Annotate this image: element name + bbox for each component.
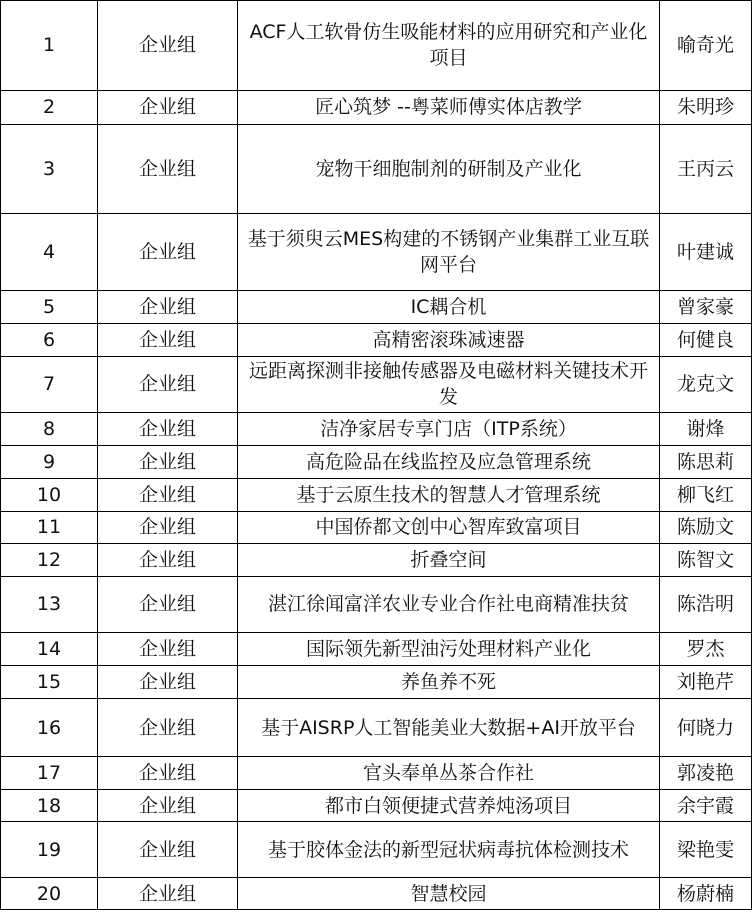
row-person-name: 余宇霞 bbox=[660, 789, 752, 822]
row-group: 企业组 bbox=[98, 125, 238, 214]
row-number: 19 bbox=[1, 822, 98, 878]
row-group: 企业组 bbox=[98, 699, 238, 757]
table-row bbox=[1, 757, 752, 790]
table-row bbox=[1, 478, 752, 511]
row-project-title: IC耦合机 bbox=[238, 291, 660, 324]
table-row bbox=[1, 412, 752, 446]
row-person-name: 喻奇光 bbox=[660, 1, 752, 91]
row-group: 企业组 bbox=[98, 789, 238, 822]
row-group: 企业组 bbox=[98, 356, 238, 412]
table-row bbox=[1, 324, 752, 357]
row-group: 企业组 bbox=[98, 446, 238, 479]
row-person-name: 陈思莉 bbox=[660, 446, 752, 479]
row-group: 企业组 bbox=[98, 757, 238, 790]
row-group: 企业组 bbox=[98, 822, 238, 878]
row-project-title: 养鱼养不死 bbox=[238, 666, 660, 699]
row-number: 17 bbox=[1, 757, 98, 790]
row-person-name: 陈浩明 bbox=[660, 576, 752, 632]
row-project-title: 基于胶体金法的新型冠状病毒抗体检测技术 bbox=[238, 822, 660, 878]
row-group: 企业组 bbox=[98, 213, 238, 290]
row-group: 企业组 bbox=[98, 632, 238, 666]
row-project-title: 中国侨都文创中心智库致富项目 bbox=[238, 511, 660, 544]
table-body bbox=[1, 1, 752, 910]
row-number: 14 bbox=[1, 632, 98, 666]
row-project-title: 官头奉单丛茶合作社 bbox=[238, 757, 660, 790]
table-row bbox=[1, 544, 752, 577]
row-project-title: 高精密滚珠减速器 bbox=[238, 324, 660, 357]
table-row bbox=[1, 446, 752, 479]
row-project-title: 匠心筑梦 --粤菜师傅实体店教学 bbox=[238, 90, 660, 125]
row-group: 企业组 bbox=[98, 511, 238, 544]
row-person-name: 郭凌艳 bbox=[660, 757, 752, 790]
row-project-title: 基于AISRP人工智能美业大数据+AI开放平台 bbox=[238, 699, 660, 757]
row-group: 企业组 bbox=[98, 544, 238, 577]
row-number: 16 bbox=[1, 699, 98, 757]
row-number: 7 bbox=[1, 356, 98, 412]
table-row bbox=[1, 878, 752, 910]
row-person-name: 陈智文 bbox=[660, 544, 752, 577]
row-number: 8 bbox=[1, 412, 98, 446]
row-person-name: 何晓力 bbox=[660, 699, 752, 757]
row-number: 3 bbox=[1, 125, 98, 214]
row-number: 10 bbox=[1, 478, 98, 511]
row-number: 20 bbox=[1, 878, 98, 910]
row-number: 2 bbox=[1, 90, 98, 125]
row-project-title: 湛江徐闻富洋农业专业合作社电商精准扶贫 bbox=[238, 576, 660, 632]
row-project-title: 折叠空间 bbox=[238, 544, 660, 577]
row-number: 13 bbox=[1, 576, 98, 632]
row-project-title: 远距离探测非接触传感器及电磁材料关键技术开发 bbox=[238, 356, 660, 412]
row-group: 企业组 bbox=[98, 291, 238, 324]
row-group: 企业组 bbox=[98, 878, 238, 910]
row-project-title: 都市白领便捷式营养炖汤项目 bbox=[238, 789, 660, 822]
row-number: 4 bbox=[1, 213, 98, 290]
table-row bbox=[1, 125, 752, 214]
row-person-name: 梁艳雯 bbox=[660, 822, 752, 878]
row-number: 18 bbox=[1, 789, 98, 822]
table-row bbox=[1, 511, 752, 544]
table-row bbox=[1, 699, 752, 757]
table-row bbox=[1, 1, 752, 91]
row-person-name: 朱明珍 bbox=[660, 90, 752, 125]
row-group: 企业组 bbox=[98, 90, 238, 125]
row-number: 6 bbox=[1, 324, 98, 357]
table-row bbox=[1, 356, 752, 412]
row-project-title: ACF人工软骨仿生吸能材料的应用研究和产业化项目 bbox=[238, 1, 660, 91]
row-person-name: 罗杰 bbox=[660, 632, 752, 666]
row-number: 9 bbox=[1, 446, 98, 479]
table-row bbox=[1, 291, 752, 324]
row-person-name: 王丙云 bbox=[660, 125, 752, 214]
row-person-name: 叶建诚 bbox=[660, 213, 752, 290]
row-person-name: 龙克文 bbox=[660, 356, 752, 412]
table-row bbox=[1, 666, 752, 699]
row-number: 1 bbox=[1, 1, 98, 91]
row-person-name: 柳飞红 bbox=[660, 478, 752, 511]
row-group: 企业组 bbox=[98, 412, 238, 446]
table-row bbox=[1, 632, 752, 666]
row-project-title: 国际领先新型油污处理材料产业化 bbox=[238, 632, 660, 666]
table-row bbox=[1, 90, 752, 125]
row-person-name: 谢烽 bbox=[660, 412, 752, 446]
row-group: 企业组 bbox=[98, 576, 238, 632]
table-row bbox=[1, 576, 752, 632]
row-project-title: 宠物干细胞制剂的研制及产业化 bbox=[238, 125, 660, 214]
table-row bbox=[1, 822, 752, 878]
row-number: 5 bbox=[1, 291, 98, 324]
row-person-name: 杨蔚楠 bbox=[660, 878, 752, 910]
row-person-name: 曾家豪 bbox=[660, 291, 752, 324]
row-number: 15 bbox=[1, 666, 98, 699]
row-person-name: 刘艳芹 bbox=[660, 666, 752, 699]
row-number: 11 bbox=[1, 511, 98, 544]
row-group: 企业组 bbox=[98, 478, 238, 511]
row-number: 12 bbox=[1, 544, 98, 577]
row-project-title: 高危险品在线监控及应急管理系统 bbox=[238, 446, 660, 479]
row-group: 企业组 bbox=[98, 324, 238, 357]
table-row bbox=[1, 213, 752, 290]
row-person-name: 陈励文 bbox=[660, 511, 752, 544]
row-project-title: 基于云原生技术的智慧人才管理系统 bbox=[238, 478, 660, 511]
row-project-title: 智慧校园 bbox=[238, 878, 660, 910]
row-project-title: 洁净家居专享门店（ITP系统） bbox=[238, 412, 660, 446]
row-project-title: 基于须臾云MES构建的不锈钢产业集群工业互联网平台 bbox=[238, 213, 660, 290]
row-person-name: 何健良 bbox=[660, 324, 752, 357]
table-row bbox=[1, 789, 752, 822]
row-group: 企业组 bbox=[98, 666, 238, 699]
row-group: 企业组 bbox=[98, 1, 238, 91]
